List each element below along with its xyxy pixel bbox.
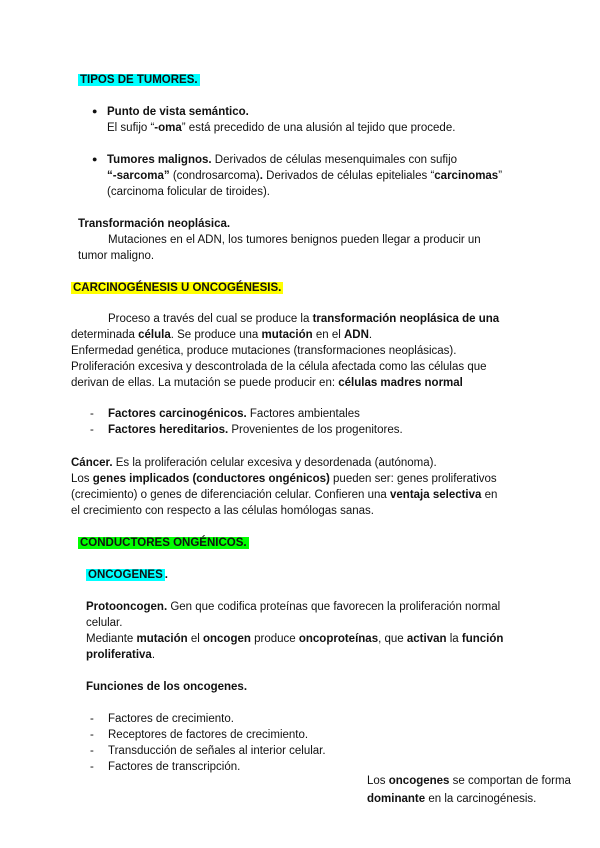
- text-run-bold: célula: [138, 329, 171, 341]
- bullet-dot-icon: ●: [92, 106, 98, 116]
- text-run-bold: función: [461, 633, 504, 645]
- funcion-item: Transducción de señales al interior celular.: [108, 745, 326, 757]
- funcion-item: Factores de transcripción.: [108, 761, 241, 773]
- text-run: el: [187, 633, 203, 645]
- heading-tipos-tumores: [78, 72, 200, 88]
- genes-line2: [71, 487, 497, 503]
- text-run: Provenientes de los progenitores.: [228, 424, 403, 436]
- text-run-bold: mutación: [136, 633, 188, 645]
- proceso-line1: [108, 311, 499, 327]
- funcion-item: Receptores de factores de crecimiento.: [108, 729, 309, 741]
- protooncogen-line2: celular.: [86, 617, 123, 629]
- proceso-line2: [71, 327, 372, 343]
- mediante-line2: [86, 647, 155, 663]
- heading-text: CARCINOGÉNESIS U ONCOGÉNESIS.: [73, 282, 282, 294]
- text-run-bold: Cáncer.: [71, 457, 113, 469]
- text-run-bold: Factores carcinogénicos.: [108, 408, 247, 420]
- text-run: Derivados de células epiteliales “: [262, 170, 435, 182]
- text-run-bold: ventaja selectiva: [390, 489, 482, 501]
- text-run: Los: [367, 775, 389, 787]
- dash-marker: -: [90, 729, 94, 741]
- text-run: ”: [498, 170, 503, 182]
- proceso-line4: Proliferación excesiva y descontrolada de la célula afectada como las células que: [71, 361, 487, 373]
- genes-line3: el crecimiento con respecto a las células homólogas sanas.: [71, 505, 374, 517]
- text-run: Es la proliferación celular excesiva y desordenada (autónoma).: [112, 457, 437, 469]
- heading-text: CONDUCTORES ONGÉNICOS.: [80, 537, 247, 549]
- bullet2-line3: (carcinoma folicular de tiroides).: [107, 186, 270, 198]
- text-run: Los: [71, 473, 93, 485]
- text-run-bold: oncogen: [202, 633, 251, 645]
- genes-line1: [71, 471, 497, 487]
- text-run-bold: -oma: [154, 122, 182, 134]
- dash-marker: -: [90, 761, 94, 773]
- text-run-bold: .: [164, 569, 168, 581]
- transformacion-title: [78, 216, 230, 232]
- transformacion-line2: tumor maligno.: [78, 250, 155, 262]
- dash-marker: -: [90, 424, 94, 436]
- dash-marker: -: [90, 408, 94, 420]
- text-run: se comportan de forma: [449, 775, 571, 787]
- text-run: en el: [312, 329, 344, 341]
- bullet2-line1: [107, 152, 457, 168]
- text-run-bold: proliferativa: [86, 649, 152, 661]
- note-line1: [367, 773, 571, 789]
- heading-carcinogenesis: [71, 280, 283, 296]
- text-run: . Se produce una: [170, 329, 262, 341]
- transformacion-title-text: Transformación neoplásica.: [78, 218, 231, 230]
- proceso-line5: [71, 375, 463, 391]
- funcion-item: Factores de crecimiento.: [108, 713, 234, 725]
- dash-marker: -: [90, 745, 94, 757]
- funciones-title: [86, 679, 247, 695]
- transformacion-line1: Mutaciones en el ADN, los tumores benignos pueden llegar a producir un: [108, 234, 481, 246]
- text-run: ” está precedido de una alusión al tejido que procede.: [181, 122, 456, 134]
- bullet2-line2: [107, 168, 502, 184]
- text-run: Mediante: [86, 633, 137, 645]
- text-run-bold: ADN: [343, 329, 369, 341]
- bullet1-line: [107, 120, 455, 136]
- text-run: (crecimiento) o genes de diferenciación celular. Confieren una: [71, 489, 390, 501]
- bullet2-title: Tumores malignos.: [107, 154, 212, 166]
- cancer-line: [71, 455, 437, 471]
- text-run: pueden ser: genes proliferativos: [329, 473, 497, 485]
- funciones-title-text: Funciones de los oncogenes.: [86, 681, 248, 693]
- bullet1-title-text: Punto de vista semántico.: [107, 106, 249, 118]
- heading-conductores: [78, 535, 249, 551]
- text-run-bold: transformación neoplásica de una: [312, 313, 500, 325]
- text-run: la: [446, 633, 462, 645]
- text-run-bold: oncoproteínas: [298, 633, 379, 645]
- text-run: , que: [378, 633, 407, 645]
- mediante-line1: [86, 631, 503, 647]
- text-run-bold: Factores hereditarios.: [108, 424, 229, 436]
- text-run-bold: carcinomas: [434, 170, 499, 182]
- factores-hereditarios-item: [108, 422, 403, 438]
- text-run: en: [481, 489, 498, 501]
- dash-marker: -: [90, 713, 94, 725]
- text-run: derivan de ellas. La mutación se puede producir en:: [71, 377, 339, 389]
- text-run-bold: células madres normal: [338, 377, 463, 389]
- text-run-bold: genes implicados (conductores ongénicos): [92, 473, 330, 485]
- subheading-oncogenes: [86, 567, 168, 583]
- bullet1-title: [107, 104, 249, 120]
- subheading-text: ONCOGENES: [88, 569, 163, 581]
- text-run-bold: mutación: [261, 329, 313, 341]
- text-run-bold: .: [259, 170, 263, 182]
- text-run: Factores ambientales: [246, 408, 360, 420]
- text-run: .: [368, 329, 373, 341]
- protooncogen-line1: [86, 599, 500, 615]
- text-run: Derivados de células mesenquimales con sufijo: [211, 154, 458, 166]
- text-run-bold: “-sarcoma”: [107, 170, 170, 182]
- heading-text: TIPOS DE TUMORES.: [80, 74, 198, 86]
- text-run: (condrosarcoma): [169, 170, 260, 182]
- bullet-dot-icon: ●: [92, 154, 98, 164]
- text-run-bold: activan: [406, 633, 447, 645]
- proceso-line3: Enfermedad genética, produce mutaciones (transformaciones neoplásicas).: [71, 345, 457, 357]
- text-run: Gen que codifica proteínas que favorecen la proliferación normal: [167, 601, 501, 613]
- factores-carcinogenicos-item: [108, 406, 360, 422]
- text-run: en la carcinogénesis.: [425, 793, 537, 805]
- note-line2: [367, 791, 536, 807]
- text-run-bold: dominante: [367, 793, 426, 805]
- text-run: Proceso a través del cual se produce la: [108, 313, 313, 325]
- text-run: determinada: [71, 329, 139, 341]
- text-run-bold: Protooncogen.: [86, 601, 168, 613]
- text-run: .: [151, 649, 156, 661]
- text-run: El sufijo “: [107, 122, 155, 134]
- text-run: produce: [250, 633, 299, 645]
- text-run-bold: oncogenes: [388, 775, 450, 787]
